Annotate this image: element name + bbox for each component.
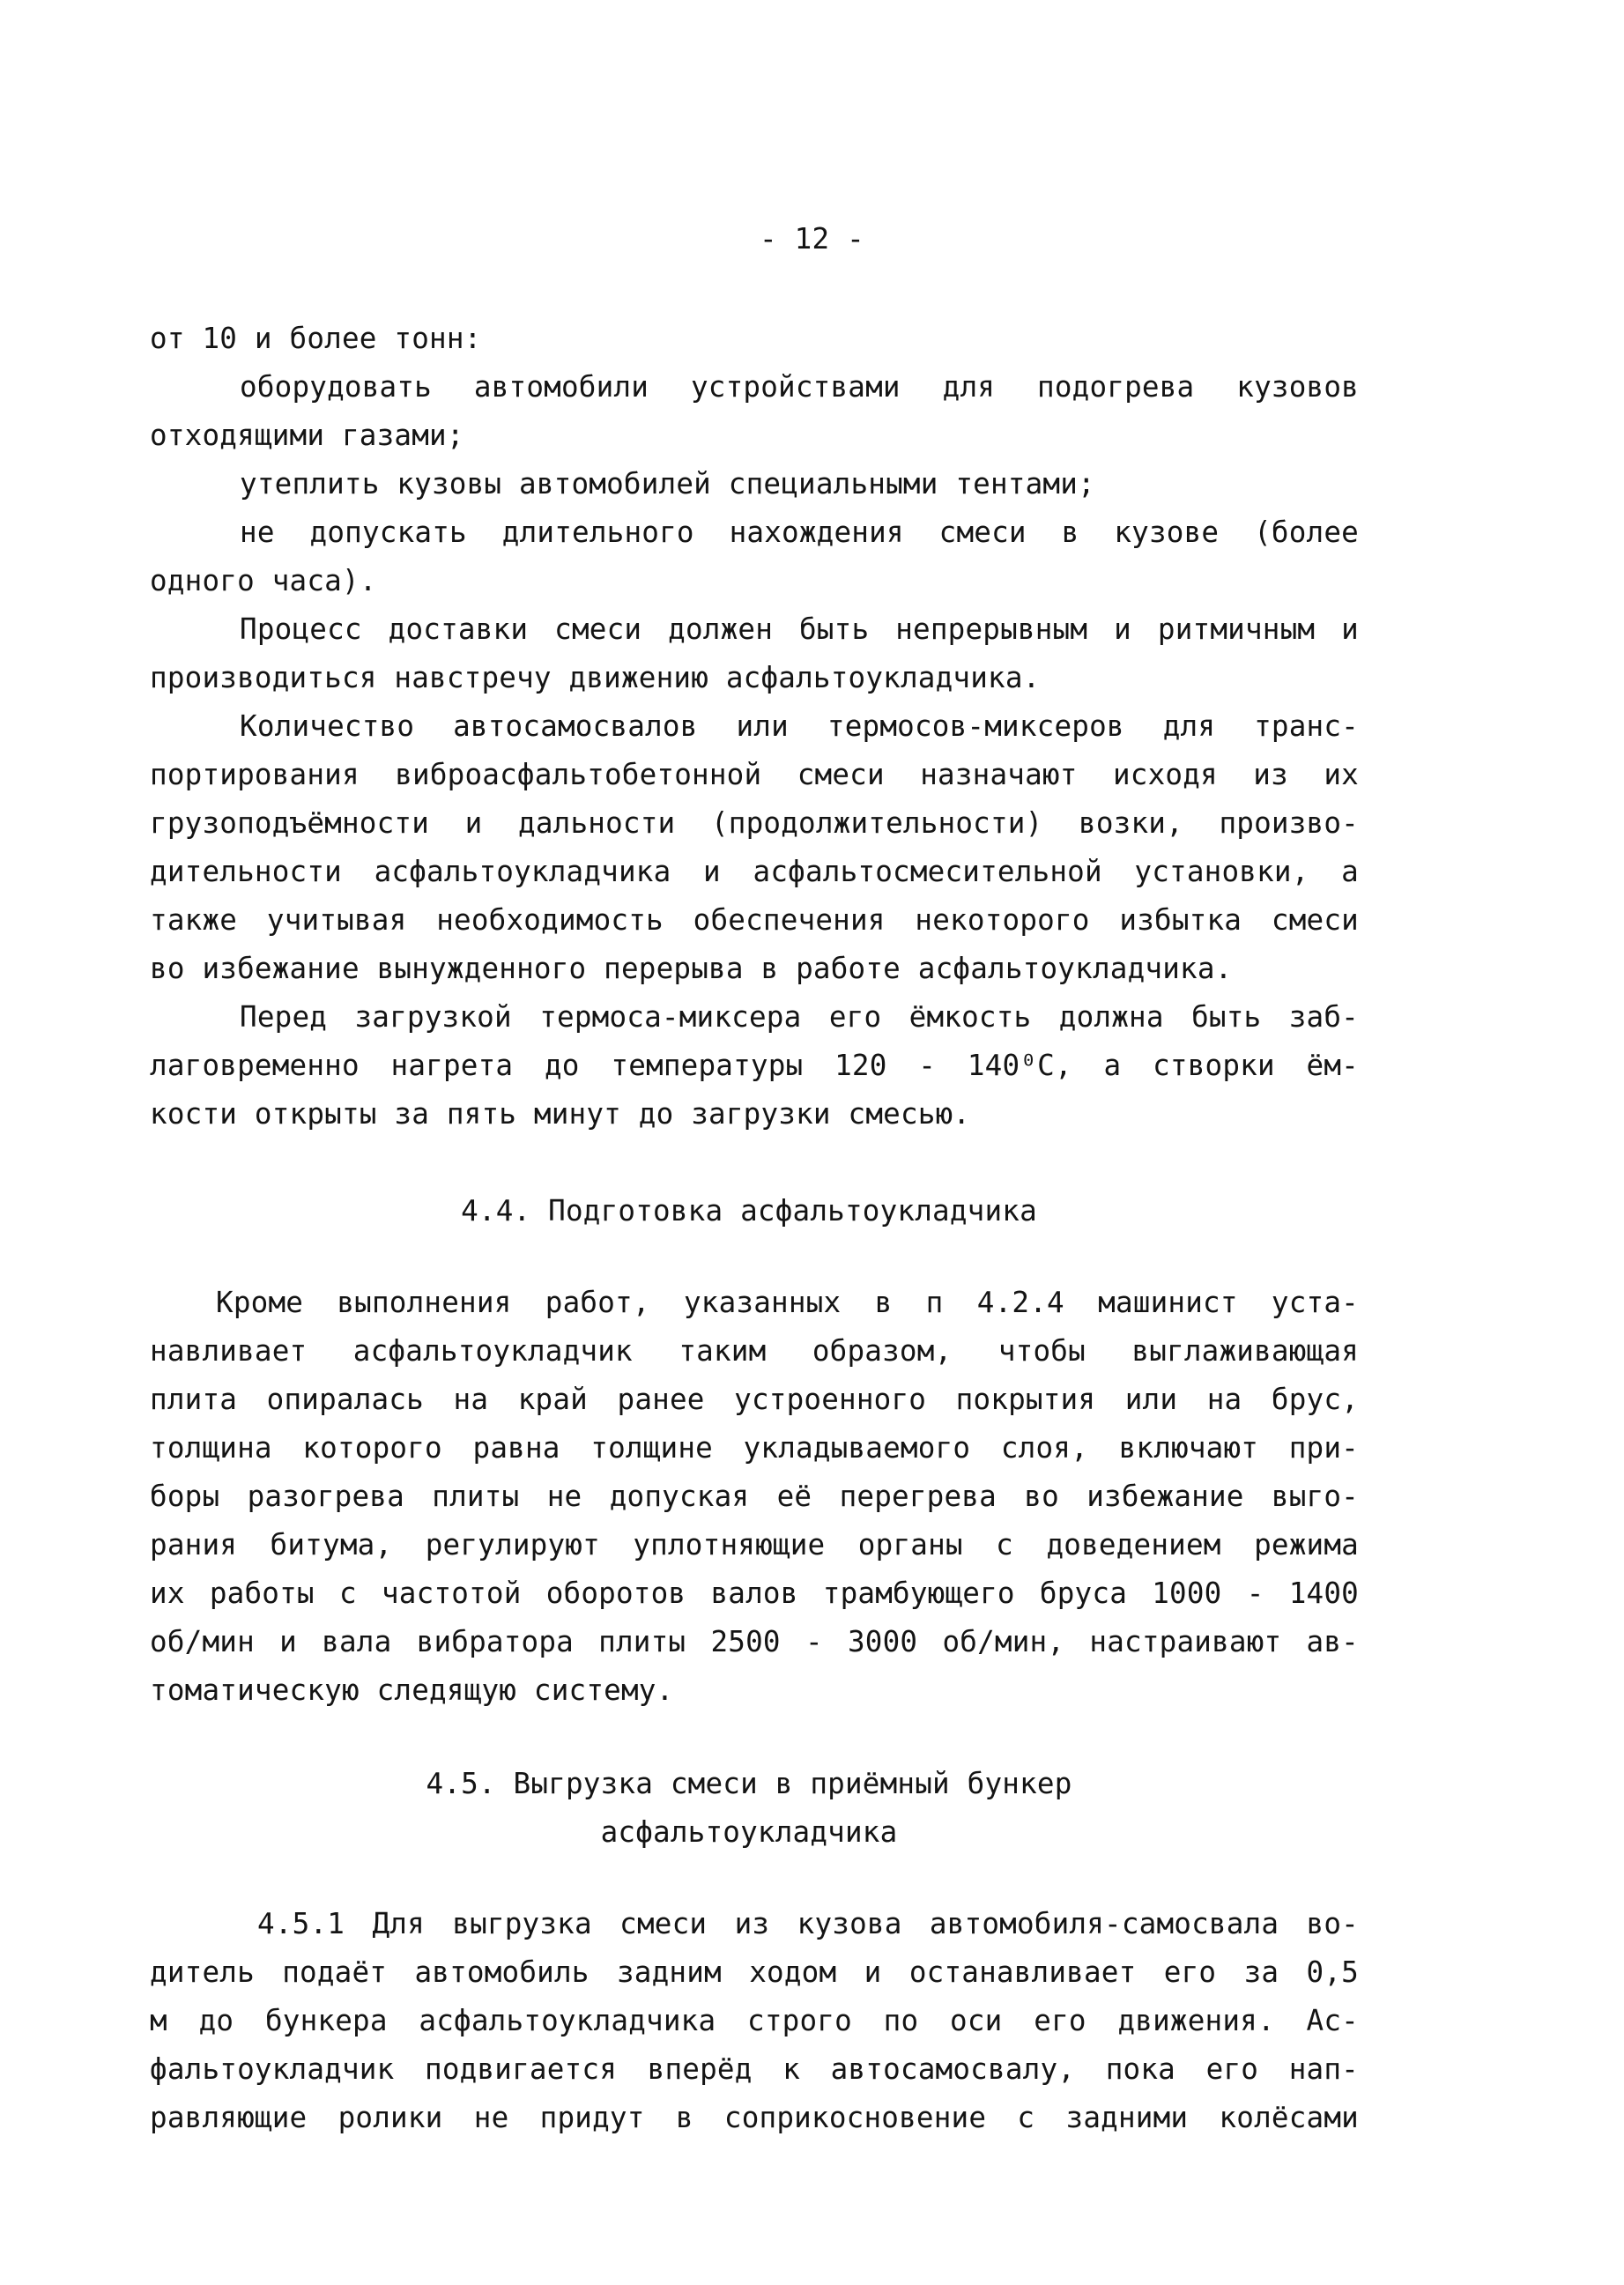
text-line: дительности асфальтоукладчика и асфальтосмесительной установки, а: [150, 855, 1359, 888]
text-line: их работы с частотой оборотов валов трамбующего бруса 1000 - 1400: [150, 1577, 1359, 1610]
text-line: отходящими газами;: [150, 419, 464, 452]
text-line: оборудовать автомобили устройствами для подогрева кузовов: [240, 370, 1359, 404]
text-line: лаговременно нагрета до температуры 120 - 140⁰С, а створки ём-: [150, 1049, 1359, 1082]
text-line: не допускать длительного нахождения смеси в кузове (более: [240, 516, 1359, 549]
text-line: рания битума, регулируют уплотняющие органы с доведением режима: [150, 1528, 1359, 1562]
text-line: толщина которого равна толщине укладываемого слоя, включают при-: [150, 1431, 1359, 1465]
text-line: утеплить кузовы автомобилей специальными тентами;: [240, 467, 1095, 501]
text-line: Процесс доставки смеси должен быть непрерывным и ритмичным и: [240, 612, 1359, 646]
text-line: кости открыты за пять минут до загрузки смесью.: [150, 1097, 971, 1131]
text-line: грузоподъёмности и дальности (продолжительности) возки, произво-: [150, 806, 1359, 840]
section-heading-4-5: 4.5. Выгрузка смеси в приёмный бункер: [426, 1767, 1072, 1800]
text-line: дитель подаёт автомобиль задним ходом и останавливает его за 0,5: [150, 1955, 1359, 1989]
page-number: - 12 -: [760, 222, 864, 256]
section-heading-4-4: 4.4. Подготовка асфальтоукладчика: [461, 1194, 1037, 1228]
text-line: томатическую следящую систему.: [150, 1673, 674, 1707]
text-line: м до бункера асфальтоукладчика строго по оси его движения. Ас-: [150, 2004, 1359, 2037]
text-line: Кроме выполнения работ, указанных в п 4.2.4 машинист уста-: [216, 1286, 1359, 1319]
text-line: одного часа).: [150, 564, 377, 597]
text-line: от 10 и более тонн:: [150, 322, 482, 355]
text-line: фальтоукладчик подвигается вперёд к автосамосвалу, пока его нап-: [150, 2052, 1359, 2086]
text-line: плита опиралась на край ранее устроенного покрытия или на брус,: [150, 1383, 1359, 1416]
text-line: портирования виброасфальтобетонной смеси назначают исходя из их: [150, 758, 1359, 791]
text-line: боры разогрева плиты не допуская её перегрева во избежание выго-: [150, 1480, 1359, 1513]
text-line: равляющие ролики не придут в соприкосновение с задними колёсами: [150, 2101, 1359, 2134]
text-line: производиться навстречу движению асфальтоукладчика.: [150, 661, 1041, 694]
text-line: навливает асфальтоукладчик таким образом, чтобы выглаживающая: [150, 1334, 1359, 1368]
text-line: Количество автосамосвалов или термосов-миксеров для транс-: [240, 709, 1359, 743]
text-line: Перед загрузкой термоса-миксера его ёмкость должна быть заб-: [240, 1000, 1359, 1034]
text-line: во избежание вынужденного перерыва в работе асфальтоукладчика.: [150, 952, 1233, 985]
text-line: об/мин и вала вибратора плиты 2500 - 3000 об/мин, настраивают ав-: [150, 1625, 1359, 1658]
text-line: 4.5.1 Для выгрузка смеси из кузова автомобиля-самосвала во-: [257, 1907, 1359, 1940]
text-line: также учитывая необходимость обеспечения некоторого избытка смеси: [150, 903, 1359, 937]
section-heading-4-5-line-2: асфальтоукладчика: [600, 1815, 898, 1849]
